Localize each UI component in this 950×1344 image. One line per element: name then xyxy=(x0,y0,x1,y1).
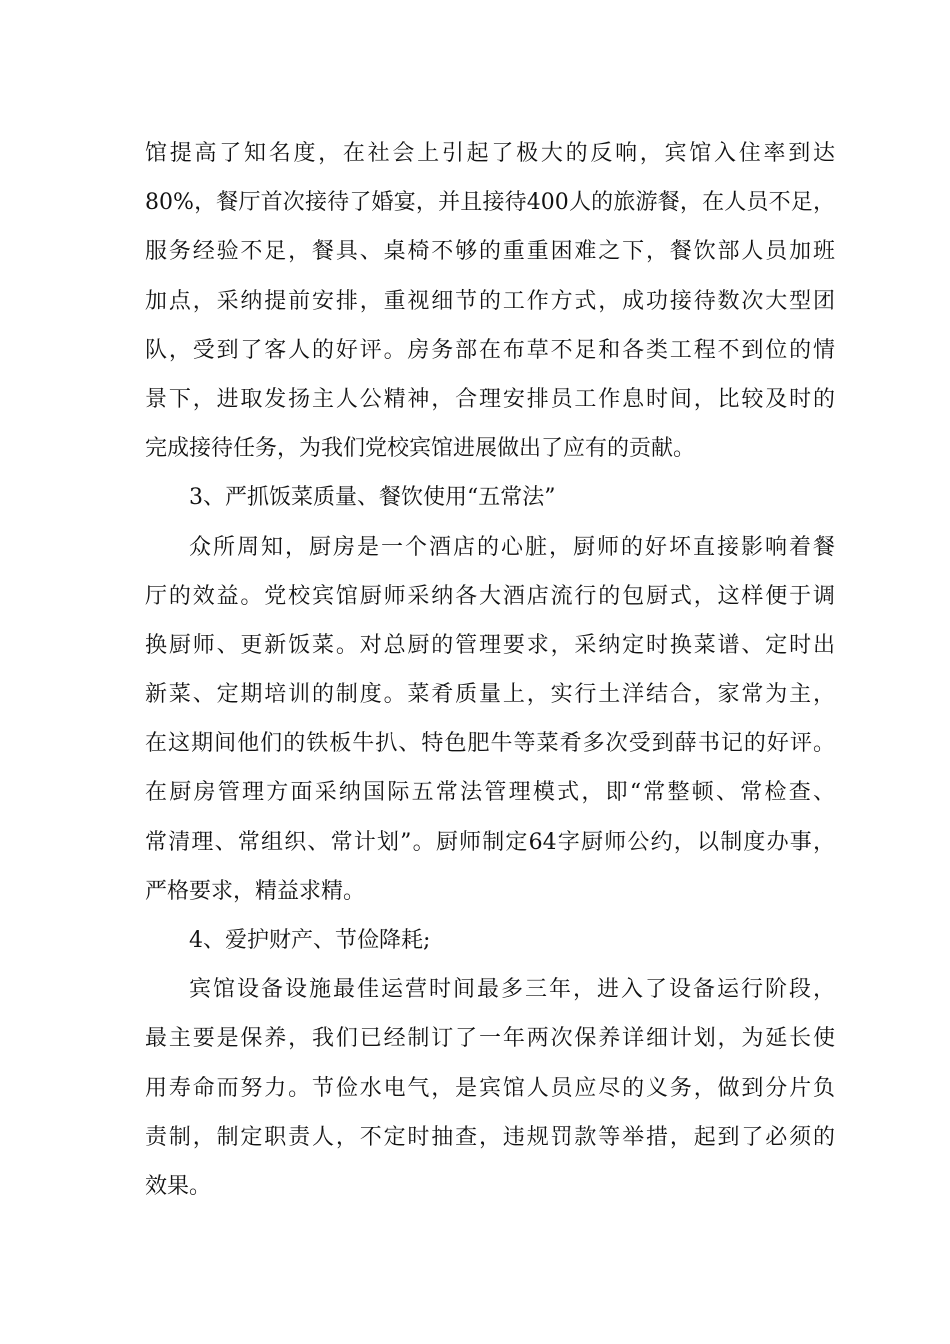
text-line: 常清理、常组织、常计划”。厨师制定64字厨师公约，以制度办事， xyxy=(145,829,835,855)
text-line: 完成接待任务，为我们党校宾馆进展做出了应有的贡献。 xyxy=(145,436,696,462)
text-line: 责制，制定职责人，不定时抽查，违规罚款等举措，起到了必须的 xyxy=(145,1124,835,1150)
text-line: 加点，采纳提前安排，重视细节的工作方式，成功接待数次大型团 xyxy=(145,288,835,314)
text-line: 严格要求，精益求精。 xyxy=(145,878,366,904)
text-line: 换厨师、更新饭菜。对总厨的管理要求，采纳定时换菜谱、定时出 xyxy=(145,632,835,658)
text-line: 队，受到了客人的好评。房务部在布草不足和各类工程不到位的情 xyxy=(145,337,835,363)
text-line: 馆提高了知名度，在社会上引起了极大的反响，宾馆入住率到达 xyxy=(145,141,835,166)
text-line: 新菜、定期培训的制度。菜肴质量上，实行土洋结合，家常为主， xyxy=(145,682,835,708)
text-line: 用寿命而努力。节俭水电气，是宾馆人员应尽的义务，做到分片负 xyxy=(145,1075,835,1101)
text-line: 80%，餐厅首次接待了婚宴，并且接待400人的旅游餐，在人员不足， xyxy=(145,190,835,216)
text-line: 在这期间他们的铁板牛扒、特色肥牛等菜肴多次受到薛书记的好评。 xyxy=(145,731,835,757)
text-line: 效果。 xyxy=(145,1173,212,1199)
text-line: 最主要是保养，我们已经制订了一年两次保养详细计划，为延长使 xyxy=(145,1026,835,1052)
text-line: 宾馆设备设施最佳运营时间最多三年，进入了设备运行阶段， xyxy=(189,977,835,1003)
text-line: 厅的效益。党校宾馆厨师采纳各大酒店流行的包厨式，这样便于调 xyxy=(145,583,835,609)
text-line: 服务经验不足，餐具、桌椅不够的重重困难之下，餐饮部人员加班 xyxy=(145,239,835,265)
text-line: 景下，进取发扬主人公精神，合理安排员工作息时间，比较及时的 xyxy=(145,386,835,412)
text-line: 4、爱护财产、节俭降耗; xyxy=(189,928,431,953)
document-body xyxy=(145,129,835,1211)
text-line: 3、严抓饭菜质量、餐饮使用“五常法” xyxy=(189,485,556,511)
text-line: 众所周知，厨房是一个酒店的心脏，厨师的好坏直接影响着餐 xyxy=(189,534,835,560)
text-line: 在厨房管理方面采纳国际五常法管理模式，即“常整顿、常检查、 xyxy=(145,780,835,806)
